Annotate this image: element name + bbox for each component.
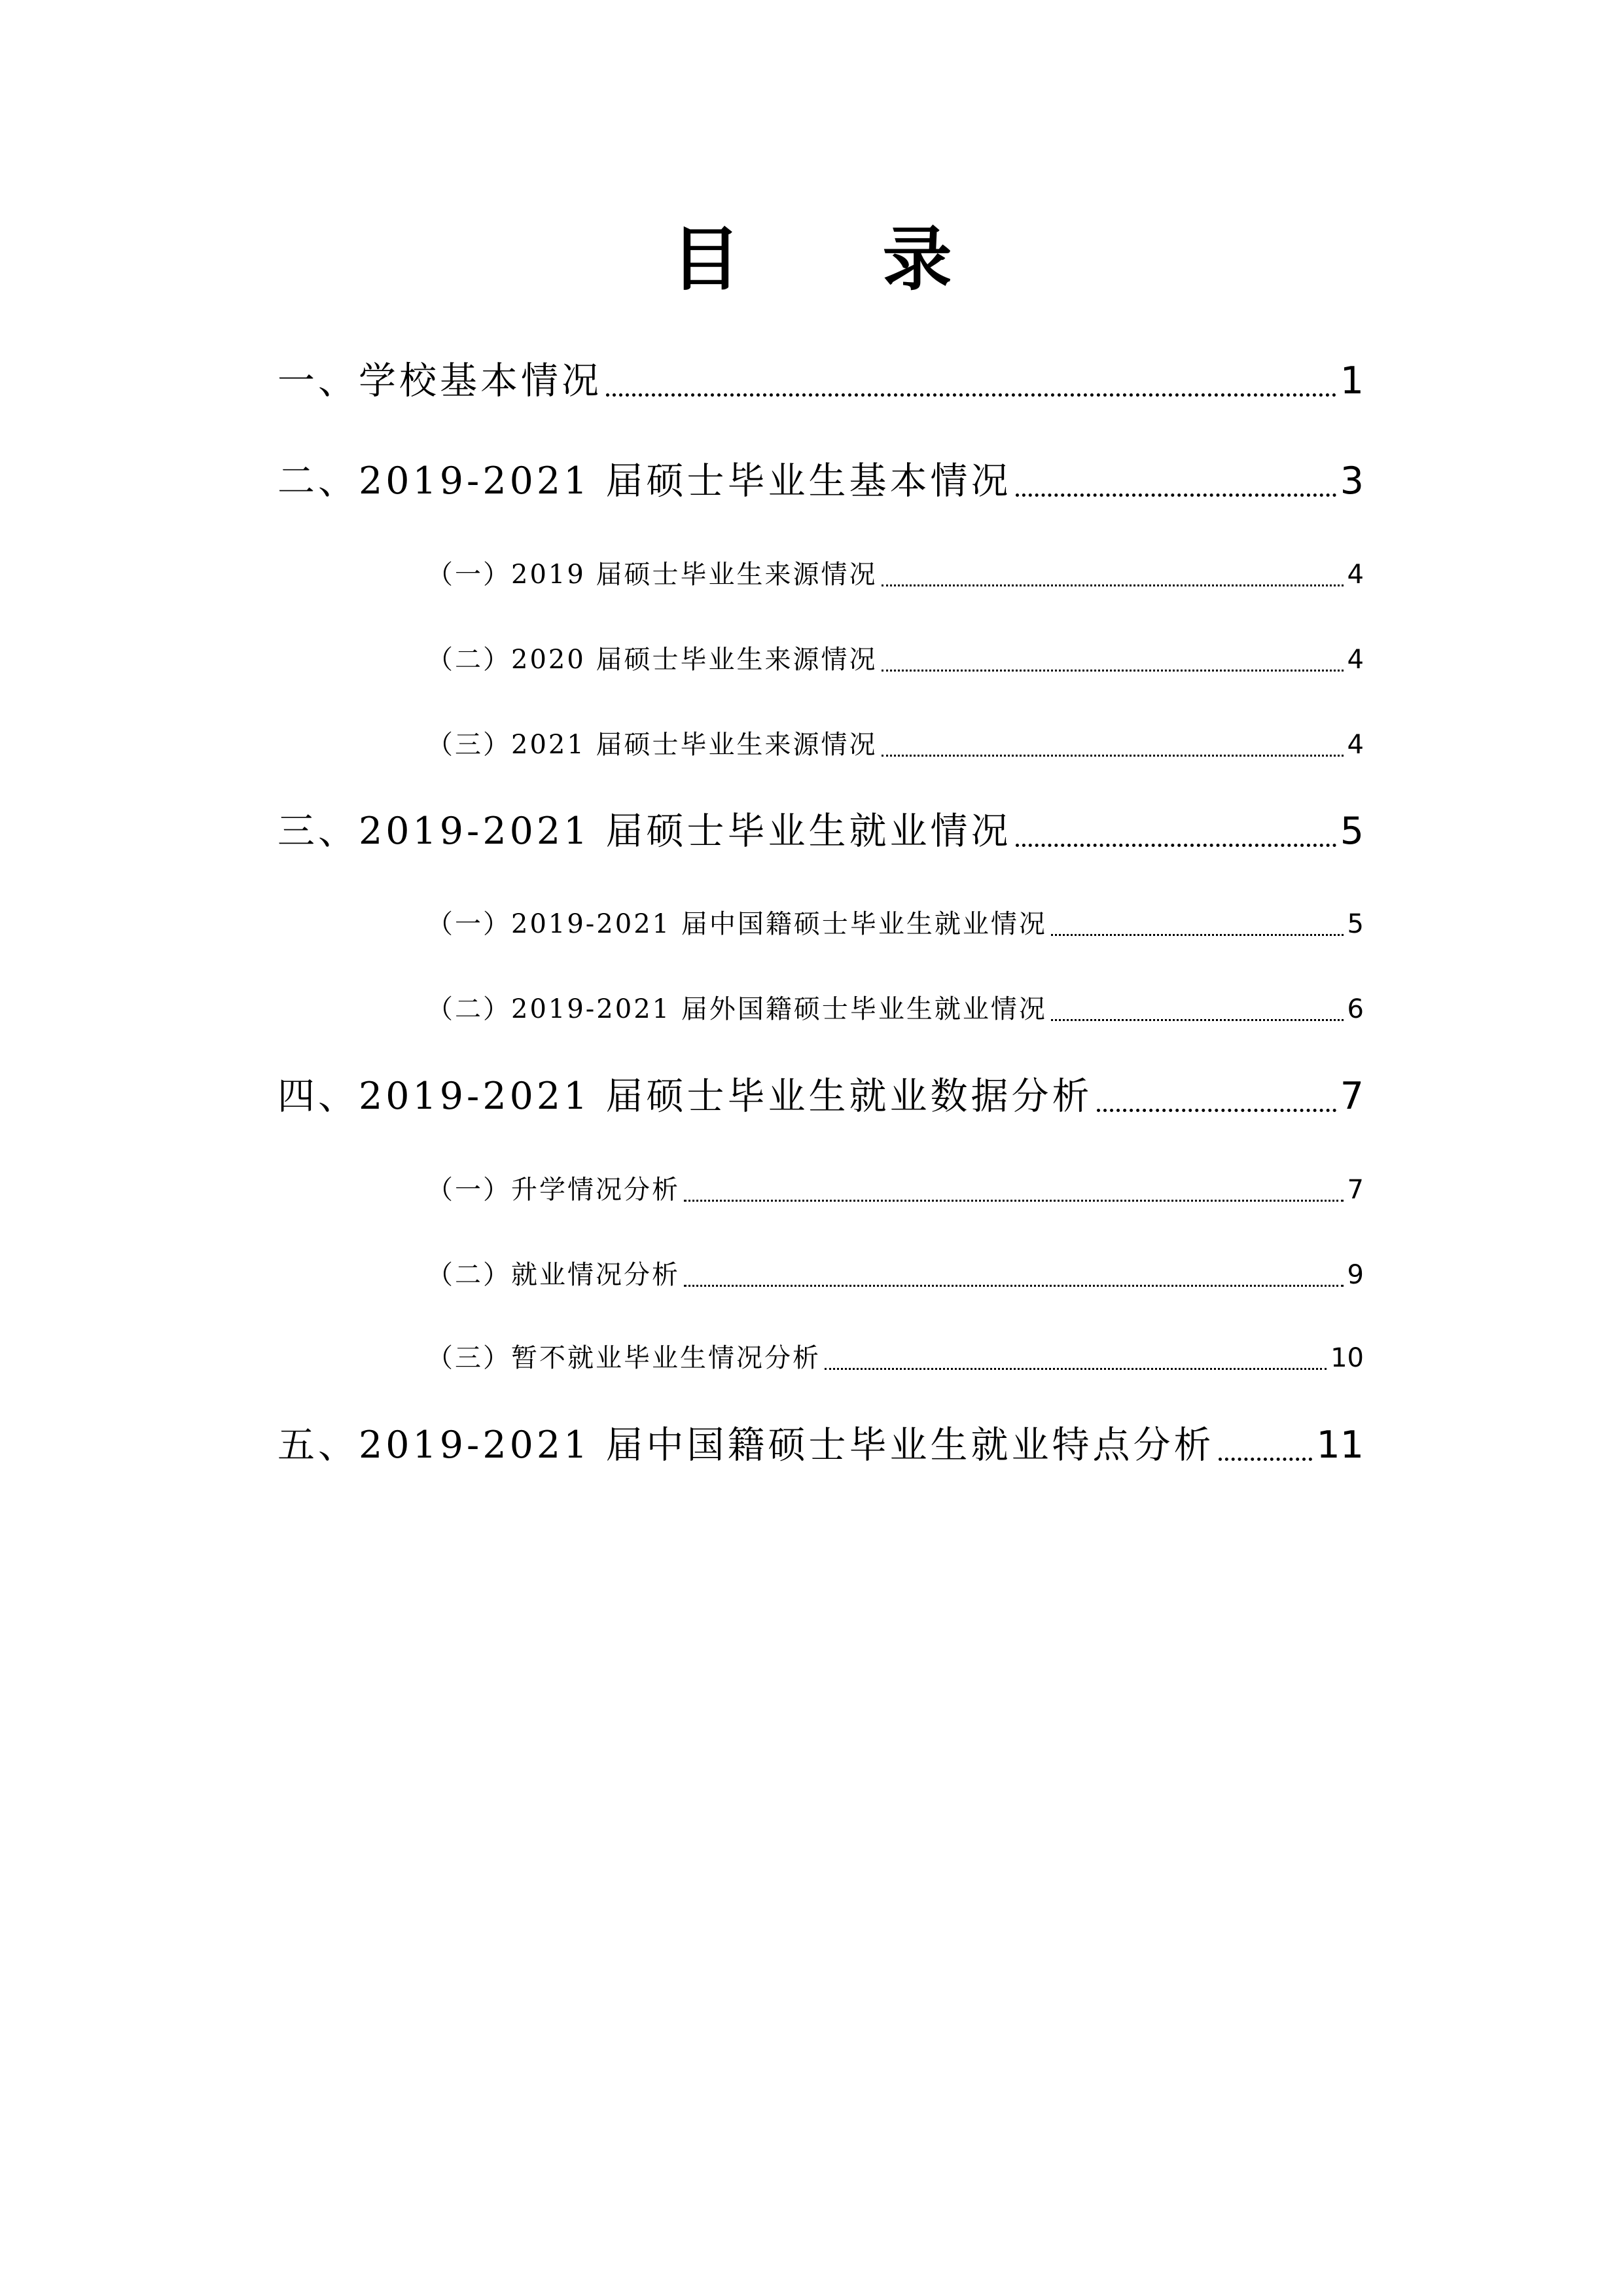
toc-entry-label: 一、学校基本情况 xyxy=(277,359,602,403)
toc-page-number: 10 xyxy=(1330,1343,1364,1373)
toc-entry-2-1[interactable] xyxy=(427,555,1364,594)
toc-entry-3[interactable] xyxy=(277,805,1364,857)
dot-leader xyxy=(882,725,1344,764)
toc-page-number: 4 xyxy=(1347,560,1364,590)
dot-leader xyxy=(882,640,1344,679)
dot-leader xyxy=(1097,1070,1336,1122)
toc-entry-5[interactable] xyxy=(277,1419,1364,1471)
dot-leader xyxy=(606,355,1336,407)
dot-leader xyxy=(882,555,1344,594)
toc-page-number: 9 xyxy=(1347,1260,1364,1290)
toc-entry-1[interactable] xyxy=(277,355,1364,407)
toc-page-number: 6 xyxy=(1347,994,1364,1024)
toc-page-number: 3 xyxy=(1340,459,1364,503)
toc-entry-label: （二）2020 届硕士毕业生来源情况 xyxy=(427,645,878,675)
toc-entry-4[interactable] xyxy=(277,1070,1364,1122)
dot-leader xyxy=(1051,905,1344,944)
toc-page-number: 4 xyxy=(1347,645,1364,675)
toc-entry-2-2[interactable] xyxy=(427,640,1364,679)
toc-entry-3-1[interactable] xyxy=(427,905,1364,944)
toc-entry-label: （三）暂不就业毕业生情况分析 xyxy=(427,1343,821,1373)
toc-page-number: 5 xyxy=(1347,909,1364,939)
toc-entry-2[interactable] xyxy=(277,455,1364,507)
dot-leader xyxy=(1016,455,1336,507)
dot-leader xyxy=(825,1338,1327,1378)
toc-entry-label: （一）升学情况分析 xyxy=(427,1175,680,1205)
toc-page-number: 1 xyxy=(1340,359,1364,403)
toc-entry-3-2[interactable] xyxy=(427,990,1364,1029)
toc-entry-label: （二）2019-2021 届外国籍硕士毕业生就业情况 xyxy=(427,994,1047,1024)
toc-page-number: 4 xyxy=(1347,730,1364,760)
dot-leader xyxy=(1219,1419,1313,1471)
toc-entry-4-3[interactable] xyxy=(427,1338,1364,1378)
dot-leader xyxy=(684,1170,1344,1210)
toc-page-number: 11 xyxy=(1316,1424,1364,1467)
toc-entry-label: 四、2019-2021 届硕士毕业生就业数据分析 xyxy=(277,1075,1093,1118)
toc-entry-label: 五、2019-2021 届中国籍硕士毕业生就业特点分析 xyxy=(277,1424,1215,1467)
toc-page-number: 7 xyxy=(1340,1075,1364,1118)
toc-entry-label: （一）2019 届硕士毕业生来源情况 xyxy=(427,560,878,590)
toc-page-number: 7 xyxy=(1347,1175,1364,1205)
toc-entry-label: （二）就业情况分析 xyxy=(427,1260,680,1290)
toc-entry-4-2[interactable] xyxy=(427,1255,1364,1295)
toc-entry-4-1[interactable] xyxy=(427,1170,1364,1210)
toc-entry-label: （一）2019-2021 届中国籍硕士毕业生就业情况 xyxy=(427,909,1047,939)
toc-entry-label: （三）2021 届硕士毕业生来源情况 xyxy=(427,730,878,760)
toc-entry-label: 三、2019-2021 届硕士毕业生就业情况 xyxy=(277,810,1012,853)
toc-page-number: 5 xyxy=(1340,810,1364,853)
dot-leader xyxy=(1016,805,1336,857)
dot-leader xyxy=(1051,990,1344,1029)
toc-entry-2-3[interactable] xyxy=(427,725,1364,764)
dot-leader xyxy=(684,1255,1344,1295)
page-title: 目 录 xyxy=(671,219,1011,300)
toc-entry-label: 二、2019-2021 届硕士毕业生基本情况 xyxy=(277,459,1012,503)
